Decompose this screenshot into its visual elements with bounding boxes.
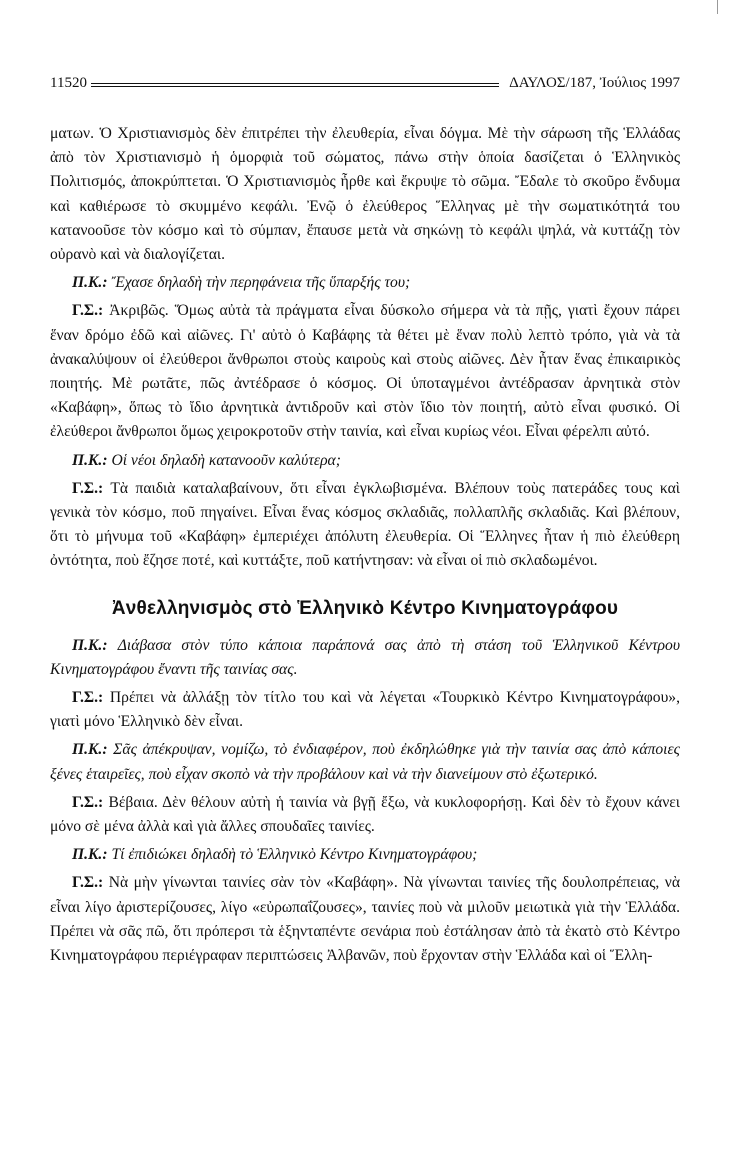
page-corner-mark — [717, 0, 718, 14]
question-text: Σᾶς ἀπέκρυψαν, νομίζω, τὸ ἐνδιαφέρον, ποὺ ἐκδηλώθηκε γιὰ τὴν ταινία σας ἀπὸ κάποιες ξένες ἑταιρεῖες, ποὺ εἶχαν σκοπὸ νὰ τὴν προβάλουν καὶ νὰ τὴν διανείμουν στὸ ἐξωτερικό. — [50, 741, 680, 783]
interview-question — [50, 271, 680, 295]
interview-question — [50, 449, 680, 473]
question-text: Οἱ νέοι δηλαδὴ κατανοοῦν καλύτερα; — [111, 451, 341, 469]
answer-text: Νὰ μὴν γίνωνται ταινίες σὰν τὸν «Καβάφη». Νὰ γίνωνται ταινίες τῆς δουλοπρέπειας, νὰ εἶναι λίγο ἀριστερίζουσες, λίγο «εὐρωπαΐζουσες», ταινίες ποὺ νὰ μιλοῦν μειωτικὰ γιὰ τὴν Ἑλλάδα. Πρέπει νὰ σᾶς πῶ, ὅτι πρόπερσι τὰ ἑξηνταπέντε σενάρια ποὺ ἐστάλησαν ἀπὸ τὰ ἑκατὸ στὸ Κέντρο Κινηματογράφου περιέγραφαν περιπτώσεις Ἀλβανῶν, ποὺ ἔρχονταν στὴν Ἑλλάδα καὶ οἱ Ἕλλη- — [50, 874, 680, 965]
answer-text: Βέβαια. Δὲν θέλουν αὐτὴ ἡ ταινία νὰ βγῇ ἔξω, νὰ κυκλοφορήσῃ. Καὶ δὲν τὸ ἔχουν κάνει μόνο σὲ μένα ἀλλὰ καὶ γιὰ ἄλλες σπουδαῖες ταινίες. — [50, 793, 680, 836]
interview-question — [50, 738, 680, 786]
interview-answer — [50, 299, 680, 444]
question-text: Τί ἐπιδιώκει δηλαδὴ τὸ Ἑλληνικὸ Κέντρο Κινηματογράφου; — [111, 846, 478, 864]
interview-answer — [50, 791, 680, 839]
speaker-label: Π.Κ.: — [72, 846, 108, 864]
speaker-label: Π.Κ.: — [72, 451, 108, 469]
interview-question — [50, 634, 680, 682]
interview-answer — [50, 871, 680, 968]
paragraph-continuation — [50, 122, 680, 267]
answer-text: Ἀκριβῶς. Ὅμως αὐτὰ τὰ πράγματα εἶναι δύσκολο σήμερα νὰ τὰ πῇς, γιατὶ ἔχουν πάρει ἕναν δρόμο ἐδῶ καὶ αἰῶνες. Γι' αὐτὸ ὁ Καβάφης τὰ θέτει μὲ ἕναν πολὺ λεπτὸ τρόπο, γιὰ νὰ τὰ ἀνακαλύψουν οἱ ἐλεύθεροι ἄνθρωποι στοὺς καιροὺς καὶ στοὺς αἰῶνες. Δὲν ἦταν ἕνας ἐπικαιρικὸς ποιητής. Μὲ ρωτᾶτε, πῶς ἀντέδρασε ὁ κόσμος. Οἱ ὑποταγμένοι ἀντέδρασαν ἀρνητικὰ στὸν «Καβάφη», ὅπως τὸ ἴδιο ἀρνητικὰ ἀντιδροῦν καὶ στὸν ἴδιο τὸν ποιητή, αὐτὸ εἶναι φυσικό. Οἱ ἐλεύθεροι ἄνθρωποι ὅμως χειροκροτοῦν στὴν ταινία, καὶ εἶναι κυρίως νέοι. Εἶναι φέρελπι αὐτό. — [50, 302, 680, 441]
header-rule — [91, 83, 499, 87]
speaker-label: Π.Κ.: — [72, 274, 108, 292]
paragraph-text: ματων. Ὁ Χριστιανισμὸς δὲν ἐπιτρέπει τὴν ἐλευθερία, εἶναι δόγμα. Μὲ τὴν σάρωση τῆς Ἑλλάδας ἀπὸ τὸν Χριστιανισμὸ ἡ ὁμορφιὰ τοῦ σώματος, πάνω στὴν ὁποία δασίζεται ὁ Ἑλληνικὸς Πολιτισμός, ἀποκρύπτεται. Ὁ Χριστιανισμὸς ἦρθε καὶ ἔκρυψε τὸ σῶμα. Ἔδαλε τὸ σκοῦρο ἔνδυμα καὶ καθιέρωσε τὸ σκυμμένο κεφάλι. Ἐνῷ ὁ ἐλεύθερος Ἕλληνας μὲ τὴν σωματικότητά του κατανοοῦσε τὸν κόσμο καὶ τὸ σύμπαν, ἔπαυσε μετὰ νὰ σηκώνῃ τὸ κεφάλι ψηλά, νὰ κυττάζῃ τὸν οὐρανὸ καὶ νὰ διαλογίζεται. — [50, 125, 680, 264]
journal-issue: ΔΑΥΛΟΣ/187, Ἰούλιος 1997 — [509, 74, 680, 91]
interview-answer — [50, 477, 680, 574]
speaker-label: Γ.Σ.: — [72, 689, 104, 707]
speaker-label: Π.Κ.: — [72, 741, 108, 759]
section-heading: Ἀνθελληνισμὸς στὸ Ἑλληνικὸ Κέντρο Κινηματογράφου — [111, 597, 619, 619]
page-number: 11520 — [50, 74, 87, 91]
speaker-label: Γ.Σ.: — [72, 479, 104, 497]
answer-text: Τὰ παιδιὰ καταλαβαίνουν, ὅτι εἶναι ἐγκλωβισμένα. Βλέπουν τοὺς πατεράδες τους καὶ γενικὰ τὸν κόσμο, ποῦ πηγαίνει. Εἶναι ἕνας κόσμος σκλαδιᾶς, πολλαπλῆς σκλαδιᾶς. Καὶ βλέπουν, ὅτι τὸ μήνυμα τοῦ «Καβάφη» ἐμπεριέχει ἀπόλυτη ἐλευθερία. Οἱ Ἕλληνες ἦταν ἡ πιὸ ἐλεύθερη ὀντότητα, ποὺ ἔζησε ποτέ, καὶ κυττάξτε, ποῦ κατήντησαν: νὰ εἶναι οἱ πιὸ σκλαδωμένοι. — [50, 479, 680, 570]
answer-text: Πρέπει νὰ ἀλλάξῃ τὸν τίτλο του καὶ νὰ λέγεται «Τουρκικὸ Κέντρο Κινηματογράφου», γιατὶ μόνο Ἑλληνικὸ δὲν εἶναι. — [50, 689, 680, 731]
article-body — [50, 122, 680, 968]
interview-answer — [50, 686, 680, 734]
speaker-label: Π.Κ.: — [72, 636, 108, 654]
speaker-label: Γ.Σ.: — [72, 874, 104, 892]
running-header — [50, 72, 680, 94]
speaker-label: Γ.Σ.: — [72, 302, 104, 320]
question-text: Ἔχασε δηλαδὴ τὴν περηφάνεια τῆς ὕπαρξής του; — [111, 274, 411, 292]
speaker-label: Γ.Σ.: — [72, 793, 104, 811]
question-text: Διάβασα στὸν τύπο κάποια παράπονά σας ἀπὸ τὴ στάση τοῦ Ἑλληνικοῦ Κέντρου Κινηματογράφου ἔναντι τῆς ταινίας σας. — [50, 636, 680, 678]
interview-question — [50, 843, 680, 867]
